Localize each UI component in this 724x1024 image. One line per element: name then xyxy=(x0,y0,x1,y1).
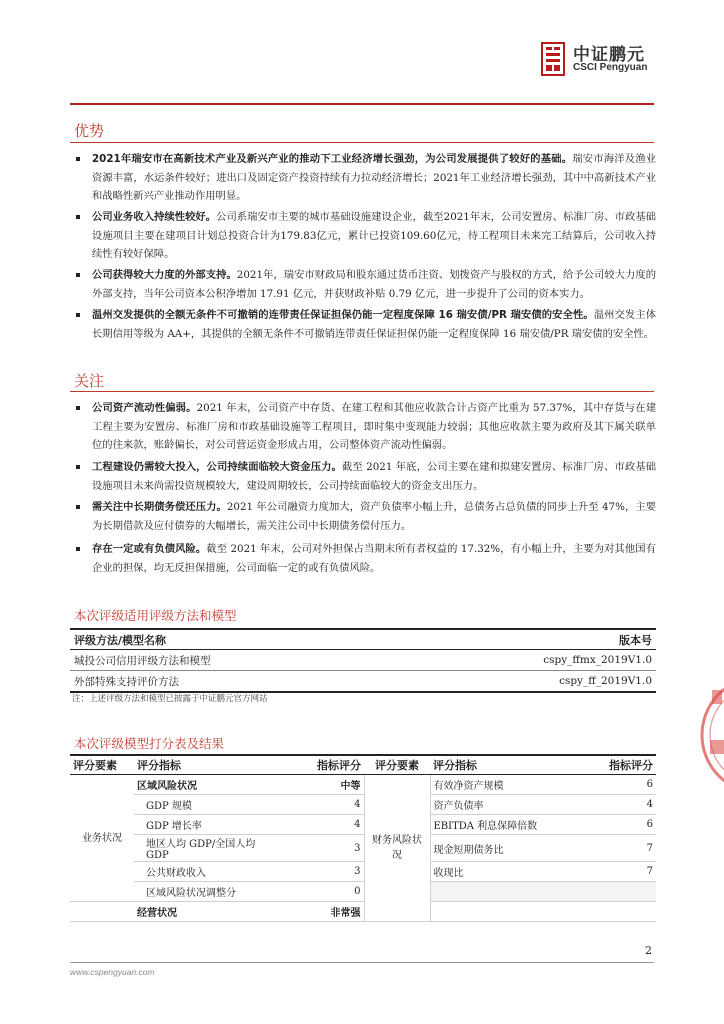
scores-table xyxy=(70,754,656,922)
header-rule xyxy=(70,103,654,105)
table-row xyxy=(70,650,656,671)
score-indicator: 经营状况 xyxy=(134,902,284,922)
advantages-divider xyxy=(70,142,654,143)
empty-cell xyxy=(70,902,134,922)
score-value: 非常强 xyxy=(284,902,364,922)
score-value: 7 xyxy=(586,835,656,862)
concern-item: 公司资产流动性偏弱。2021 年末，公司资产中存货、在建工程和其他应收款合计占资产比重为 57.37%，其中存货与在建工程主要为安置房、标准厂房和市政基础设施等工程项目，即时集中变现能力较弱；其他应收款主要为政府及其下属关联单位的往来款，账龄偏长，对公司营运资金形成占用，公司整体资产流动性偏弱。 xyxy=(76,399,656,455)
score-group-label: 财务风险状况 xyxy=(364,775,430,922)
footer-rule xyxy=(70,962,654,963)
score-value: 3 xyxy=(284,835,364,862)
score-indicator: 区域风险状况 xyxy=(134,775,284,795)
table-row xyxy=(70,862,656,882)
score-indicator: 有效净资产规模 xyxy=(430,775,586,795)
footer-url: www.cspengyuan.com xyxy=(70,967,155,977)
advantage-item: 公司获得较大力度的外部支持。2021年，瑞安市财政局和股东通过货币注资、划拨资产与股权的方式，给予公司较大力度的外部支持，当年公司资本公积净增加 17.91 亿元，并获财政补贴 0.79 亿元，进一步提升了公司的资本实力。 xyxy=(76,266,656,303)
score-value: 3 xyxy=(284,862,364,882)
logo-name-en: CSCI Pengyuan xyxy=(573,62,648,73)
column-header: 评分指标 xyxy=(134,755,284,775)
concern-item: 工程建设仍需较大投入，公司持续面临较大资金压力。截至 2021 年底，公司主要在建和拟建安置房、标准厂房、市政基础设施项目未来尚需投资规模较大，建设周期较长，公司持续面临较大的资金支出压力。 xyxy=(76,458,656,495)
score-indicator: 收现比 xyxy=(430,862,586,882)
table-row xyxy=(70,671,656,693)
logo-name-cn: 中证鹏元 xyxy=(573,45,645,65)
method-version: cspy_ff_2019V1.0 xyxy=(394,671,656,693)
score-indicator: 公共财政收入 xyxy=(134,862,284,882)
method-name: 外部特殊支持评价方法 xyxy=(70,671,394,693)
score-indicator: GDP 增长率 xyxy=(134,815,284,835)
concern-item: 存在一定或有负债风险。截至 2021 年末，公司对外担保占当期末所有者权益的 17.32%，有小幅上升，主要为对其他国有企业的担保，均无反担保措施，公司面临一定的或有负债风险。 xyxy=(76,540,656,577)
score-indicator: GDP 规模 xyxy=(134,795,284,815)
concerns-heading: 关注 xyxy=(74,372,105,390)
scores-heading: 本次评级模型打分表及结果 xyxy=(74,736,225,751)
table-row xyxy=(70,882,656,902)
score-indicator: 资产负债率 xyxy=(430,795,586,815)
advantage-item: 公司业务收入持续性较好。公司系瑞安市主要的城市基础设施建设企业，截至2021年末，公司安置房、标准厂房、市政基础设施项目主要在建项目计划总投资合计为179.83亿元，累计已投资109.60亿元，待工程项目未来完工结算后，公司收入持续性有较好保障。 xyxy=(76,208,656,264)
empty-cell xyxy=(430,882,586,902)
table-row xyxy=(70,902,656,922)
advantage-item: 2021年瑞安市在高新技术产业及新兴产业的推动下工业经济增长强劲，为公司发展提供了较好的基础。瑞安市海洋及渔业资源丰富，水运条件较好；进出口及固定资产投资持续有力拉动经济增长；2021年工业经济增长强劲，其中中高新技术产业和战略性新兴产业推动作用明显。 xyxy=(76,150,656,206)
advantages-heading: 优势 xyxy=(74,122,105,140)
score-value: 6 xyxy=(586,815,656,835)
score-value: 0 xyxy=(284,882,364,902)
score-indicator: 现金短期债务比 xyxy=(430,835,586,862)
column-header: 评分要素 xyxy=(70,755,134,775)
concern-item: 需关注中长期债务偿还压力。2021 年公司融资力度加大，资产负债率小幅上升，总债务占总负债的同步上升至 47%，主要为长期借款及应付债券的大幅增长，需关注公司中长期债务偿付压力。 xyxy=(76,498,656,535)
table-header-row xyxy=(70,755,656,775)
score-value: 4 xyxy=(284,815,364,835)
score-value: 4 xyxy=(586,795,656,815)
empty-cell xyxy=(586,882,656,902)
methods-note: 注：上述评级方法和模型已披露于中证鹏元官方网站 xyxy=(72,694,268,704)
empty-cell xyxy=(586,902,656,922)
table-row xyxy=(70,795,656,815)
advantage-item: 温州交发提供的全额无条件不可撤销的连带责任保证担保仍能一定程度保障 16 瑞安债/PR 瑞安债的安全性。温州交发主体长期信用等级为 AA+，其提供的全额无条件不可撤销连带责任保证担保仍能一定程度保障 16 瑞安债/PR 瑞安债的安全性。 xyxy=(76,306,656,343)
page-number: 2 xyxy=(645,944,652,957)
table-header-row xyxy=(70,629,656,650)
score-indicator: EBITDA 利息保障倍数 xyxy=(430,815,586,835)
score-indicator: 区域风险状况调整分 xyxy=(134,882,284,902)
score-value: 4 xyxy=(284,795,364,815)
methods-table xyxy=(70,628,656,693)
seal-stamp-icon xyxy=(700,650,724,820)
column-header: 指标评分 xyxy=(284,755,364,775)
table-row xyxy=(70,775,656,795)
column-header: 评级方法/模型名称 xyxy=(70,629,394,650)
score-indicator: 地区人均 GDP/全国人均 GDP xyxy=(134,835,284,862)
methods-heading: 本次评级适用评级方法和模型 xyxy=(74,608,237,623)
column-header: 指标评分 xyxy=(586,755,656,775)
empty-cell xyxy=(430,902,586,922)
column-header: 评分要素 xyxy=(364,755,430,775)
method-version: cspy_ffmx_2019V1.0 xyxy=(394,650,656,671)
score-group-label: 业务状况 xyxy=(70,775,134,902)
column-header: 版本号 xyxy=(394,629,656,650)
table-row xyxy=(70,835,656,862)
company-logo-icon xyxy=(541,42,565,76)
score-value: 6 xyxy=(586,775,656,795)
score-value: 中等 xyxy=(284,775,364,795)
table-row xyxy=(70,815,656,835)
score-value: 7 xyxy=(586,862,656,882)
column-header: 评分指标 xyxy=(430,755,586,775)
concerns-divider xyxy=(70,391,654,392)
method-name: 城投公司信用评级方法和模型 xyxy=(70,650,394,671)
